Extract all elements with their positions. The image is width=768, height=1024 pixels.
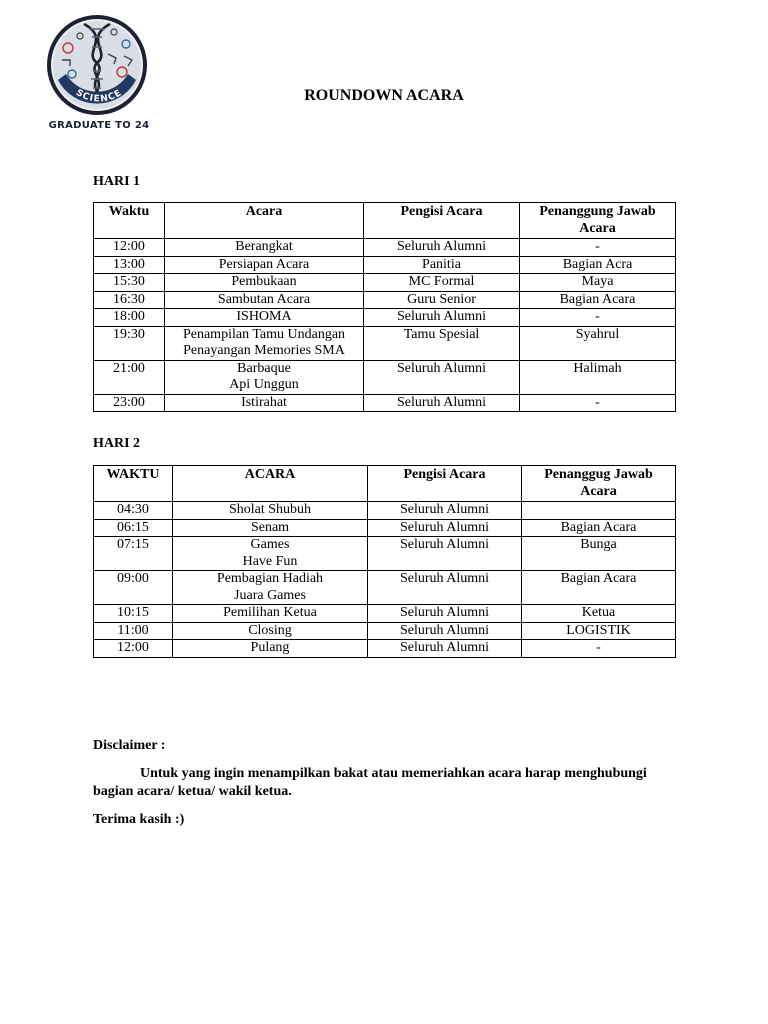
table-row [94, 502, 676, 520]
cell-performer: Seluruh Alumni [364, 309, 520, 327]
cell-event: Closing [173, 622, 368, 640]
cell-time: 15:30 [94, 274, 165, 292]
cell-performer: Seluruh Alumni [368, 640, 522, 658]
cell-event: Pembagian Hadiah Juara Games [173, 571, 368, 605]
cell-person-in-charge: Bagian Acara [520, 291, 676, 309]
table-row [94, 622, 676, 640]
day1-schedule-table [93, 202, 676, 412]
cell-performer: Guru Senior [364, 291, 520, 309]
column-header-performer: Pengisi Acara [368, 466, 522, 502]
column-header-event: Acara [165, 203, 364, 239]
table-header-row [94, 466, 676, 502]
day2-schedule-table [93, 465, 676, 658]
cell-person-in-charge: LOGISTIK [522, 622, 676, 640]
cell-person-in-charge: - [520, 394, 676, 412]
cell-time: 18:00 [94, 309, 165, 327]
cell-time: 21:00 [94, 360, 165, 394]
table-row [94, 291, 676, 309]
cell-person-in-charge: Bagian Acara [522, 519, 676, 537]
table-row [94, 360, 676, 394]
cell-performer: Seluruh Alumni [368, 519, 522, 537]
cell-person-in-charge: Ketua [522, 605, 676, 623]
cell-event: ISHOMA [165, 309, 364, 327]
cell-event: Pemilihan Ketua [173, 605, 368, 623]
cell-person-in-charge: - [522, 640, 676, 658]
cell-time: 12:00 [94, 239, 165, 257]
table-row [94, 571, 676, 605]
cell-time: 19:30 [94, 326, 165, 360]
column-header-person-in-charge: Penanggung Jawab Acara [520, 203, 676, 239]
table-row [94, 274, 676, 292]
table-row [94, 239, 676, 257]
cell-time: 16:30 [94, 291, 165, 309]
cell-time: 23:00 [94, 394, 165, 412]
cell-event: Barbaque Api Unggun [165, 360, 364, 394]
table-row [94, 537, 676, 571]
cell-performer: Seluruh Alumni [368, 571, 522, 605]
cell-performer: Seluruh Alumni [368, 605, 522, 623]
cell-event: Berangkat [165, 239, 364, 257]
table-row [94, 256, 676, 274]
cell-event: Games Have Fun [173, 537, 368, 571]
table-row [94, 394, 676, 412]
column-header-performer: Pengisi Acara [364, 203, 520, 239]
cell-performer: Seluruh Alumni [364, 239, 520, 257]
cell-performer: Seluruh Alumni [368, 502, 522, 520]
cell-event: Pulang [173, 640, 368, 658]
cell-person-in-charge [522, 502, 676, 520]
day2-heading: HARI 2 [93, 436, 141, 451]
disclaimer-text: Untuk yang ingin menampilkan bakat atau memeriahkan acara harap menghubungi bagian acara/ ketua/ wakil ketua. [93, 766, 647, 799]
cell-performer: Seluruh Alumni [364, 394, 520, 412]
disclaimer-label: Disclaimer : [93, 738, 166, 753]
cell-event: Pembukaan [165, 274, 364, 292]
cell-person-in-charge: - [520, 239, 676, 257]
cell-person-in-charge: Bunga [522, 537, 676, 571]
table-row [94, 640, 676, 658]
cell-performer: Seluruh Alumni [364, 360, 520, 394]
cell-performer: MC Formal [364, 274, 520, 292]
cell-performer: Seluruh Alumni [368, 622, 522, 640]
cell-performer: Seluruh Alumni [368, 537, 522, 571]
cell-person-in-charge: Maya [520, 274, 676, 292]
cell-performer: Panitia [364, 256, 520, 274]
cell-time: 12:00 [94, 640, 173, 658]
column-header-person-in-charge: Penanggug Jawab Acara [522, 466, 676, 502]
cell-time: 04:30 [94, 502, 173, 520]
cell-person-in-charge: Bagian Acara [522, 571, 676, 605]
cell-time: 06:15 [94, 519, 173, 537]
cell-person-in-charge: - [520, 309, 676, 327]
logo-badge-text: SCIENCE [73, 87, 125, 105]
table-header-row [94, 203, 676, 239]
cell-time: 07:15 [94, 537, 173, 571]
cell-event: Penampilan Tamu Undangan Penayangan Memories SMA [165, 326, 364, 360]
cell-person-in-charge: Syahrul [520, 326, 676, 360]
cell-event: Senam [173, 519, 368, 537]
graduation-logo [44, 14, 154, 136]
column-header-time: Waktu [94, 203, 165, 239]
cell-time: 13:00 [94, 256, 165, 274]
table-row [94, 519, 676, 537]
column-header-time: WAKTU [94, 466, 173, 502]
cell-event: Persiapan Acara [165, 256, 364, 274]
logo-caption: GRADUATE TO 24 [48, 120, 150, 131]
cell-event: Sholat Shubuh [173, 502, 368, 520]
closing-thanks: Terima kasih :) [93, 812, 185, 827]
cell-time: 10:15 [94, 605, 173, 623]
cell-time: 11:00 [94, 622, 173, 640]
table-row [94, 309, 676, 327]
cell-event: Istirahat [165, 394, 364, 412]
cell-event: Sambutan Acara [165, 291, 364, 309]
cell-performer: Tamu Spesial [364, 326, 520, 360]
table-row [94, 326, 676, 360]
cell-time: 09:00 [94, 571, 173, 605]
cell-person-in-charge: Halimah [520, 360, 676, 394]
page-title: ROUNDOWN ACARA [304, 87, 464, 104]
day1-heading: HARI 1 [93, 174, 141, 189]
table-row [94, 605, 676, 623]
column-header-event: ACARA [173, 466, 368, 502]
cell-person-in-charge: Bagian Acra [520, 256, 676, 274]
